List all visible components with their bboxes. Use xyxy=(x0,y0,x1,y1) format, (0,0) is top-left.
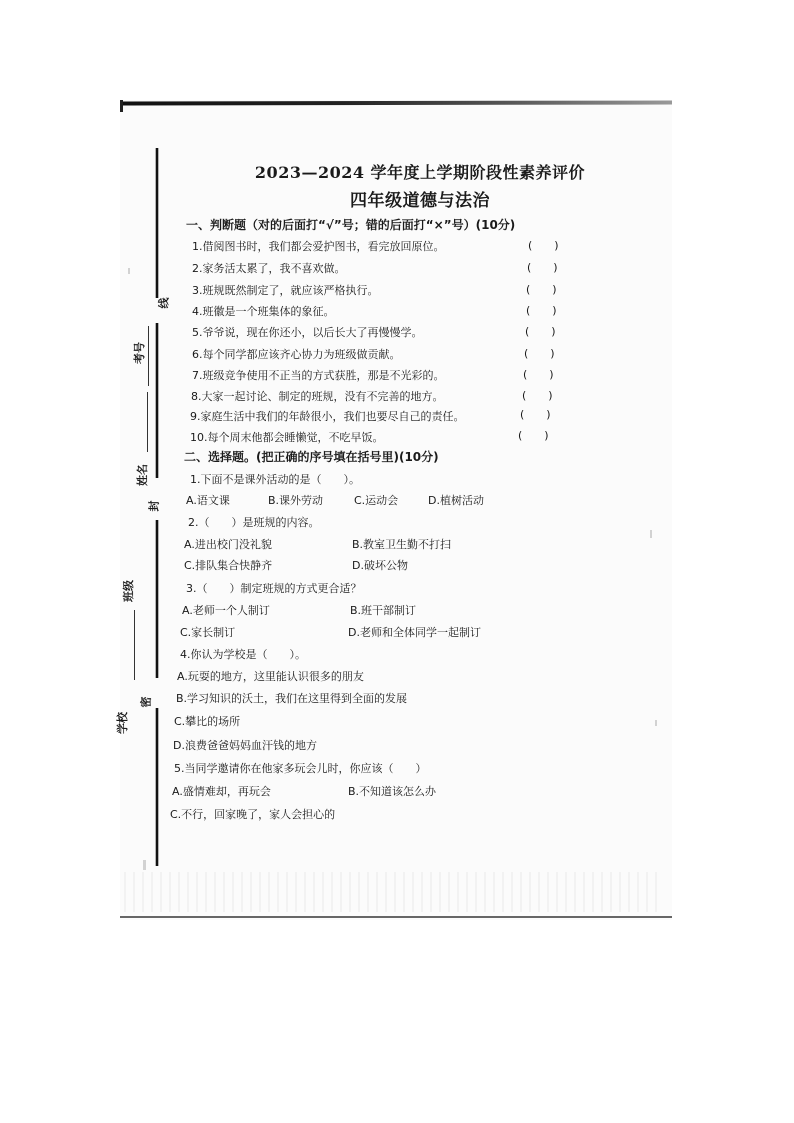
scan-speck xyxy=(128,268,130,274)
judge-answer-blank[interactable]: ( ) xyxy=(526,283,557,296)
bottom-border-rule xyxy=(120,916,672,918)
scan-speck xyxy=(143,860,146,870)
class-blank[interactable] xyxy=(134,610,135,680)
choice-option: B.教室卫生勤不打扫 xyxy=(352,538,452,551)
choice-option: A.老师一个人制订 xyxy=(182,604,270,617)
judge-question: 6.每个同学都应该齐心协力为班级做贡献。 xyxy=(192,348,401,361)
choice-option: D.破坏公物 xyxy=(352,559,408,572)
judge-question: 9.家庭生活中我们的年龄很小，我们也要尽自己的责任。 xyxy=(190,410,465,423)
label-exam-number: 考号 xyxy=(133,342,146,364)
judge-question: 3.班规既然制定了，就应该严格执行。 xyxy=(192,284,379,297)
choice-option: B.不知道该怎么办 xyxy=(348,785,437,798)
name-blank[interactable] xyxy=(147,392,148,452)
choice-question-stem: 1.下面不是课外活动的是（ ）。 xyxy=(190,473,360,486)
choice-option: A.盛情难却，再玩会 xyxy=(172,785,271,798)
choice-question-stem: 5.当同学邀请你在他家多玩会儿时，你应该（ ） xyxy=(174,762,427,775)
exam-number-blank[interactable] xyxy=(148,326,149,386)
judge-answer-blank[interactable]: ( ) xyxy=(526,304,557,317)
binding-char-xian: 线 xyxy=(157,297,171,309)
choice-option: C.家长制订 xyxy=(180,626,236,639)
choice-option: A.进出校门没礼貌 xyxy=(184,538,272,551)
scan-noise xyxy=(124,872,664,912)
choice-question-stem: 4.你认为学校是（ ）。 xyxy=(180,648,306,661)
top-border-tick xyxy=(120,100,123,112)
judge-answer-blank[interactable]: ( ) xyxy=(525,325,556,338)
judge-answer-blank[interactable]: ( ) xyxy=(520,408,551,421)
judge-answer-blank[interactable]: ( ) xyxy=(523,368,554,381)
judge-question: 2.家务活太累了，我不喜欢做。 xyxy=(192,262,346,275)
choice-option: C.排队集合快静齐 xyxy=(184,559,273,572)
judge-question: 5.爷爷说，现在你还小，以后长大了再慢慢学。 xyxy=(192,326,423,339)
choice-option: C.攀比的场所 xyxy=(174,715,241,728)
label-name: 姓名 xyxy=(136,464,149,486)
choice-option: B.课外劳动 xyxy=(268,494,324,507)
judge-answer-blank[interactable]: ( ) xyxy=(528,239,559,252)
choice-option: B.学习知识的沃土，我们在这里得到全面的发展 xyxy=(176,692,408,705)
judge-question: 10.每个周末他都会睡懒觉，不吃早饭。 xyxy=(190,431,384,444)
label-school: 学校 xyxy=(116,712,129,734)
judge-question: 4.班徽是一个班集体的象征。 xyxy=(192,305,335,318)
scan-speck xyxy=(655,720,657,726)
choice-option: C.运动会 xyxy=(354,494,399,507)
choice-option: D.植树活动 xyxy=(428,494,484,507)
choice-option: D.浪费爸爸妈妈血汗钱的地方 xyxy=(173,739,317,752)
choice-question-stem: 3.（ ）制定班规的方式更合适？ xyxy=(186,582,362,595)
exam-title: 2023—2024 学年度上学期阶段性素养评价 xyxy=(254,163,586,182)
judge-answer-blank[interactable]: ( ) xyxy=(518,429,549,442)
choice-option: C.不行，回家晚了，家人会担心的 xyxy=(170,808,336,821)
choice-option: B.班干部制订 xyxy=(350,604,417,617)
judge-answer-blank[interactable]: ( ) xyxy=(522,389,553,402)
label-class: 班级 xyxy=(122,580,135,602)
judge-answer-blank[interactable]: ( ) xyxy=(524,347,555,360)
scan-speck xyxy=(650,530,652,538)
binding-char-feng: 封 xyxy=(147,500,161,512)
choice-question-stem: 2.（ ）是班规的内容。 xyxy=(188,516,320,529)
exam-subtitle: 四年级道德与法治 xyxy=(350,191,490,211)
section2-heading: 二、选择题。(把正确的序号填在括号里)(10分) xyxy=(184,450,439,464)
binding-char-mi: 密 xyxy=(139,696,153,708)
judge-question: 8.大家一起讨论、制定的班规，没有不完善的地方。 xyxy=(191,390,444,403)
judge-question: 1.借阅图书时，我们都会爱护图书，看完放回原位。 xyxy=(192,240,445,253)
choice-option: D.老师和全体同学一起制订 xyxy=(348,626,481,639)
judge-answer-blank[interactable]: ( ) xyxy=(527,261,558,274)
section1-heading: 一、判断题（对的后面打“√”号；错的后面打“×”号）(10分) xyxy=(186,218,516,232)
choice-option: A.玩耍的地方，这里能认识很多的朋友 xyxy=(177,670,364,683)
choice-option: A.语文课 xyxy=(186,494,230,507)
judge-question: 7.班级竞争使用不正当的方式获胜，那是不光彩的。 xyxy=(192,369,445,382)
